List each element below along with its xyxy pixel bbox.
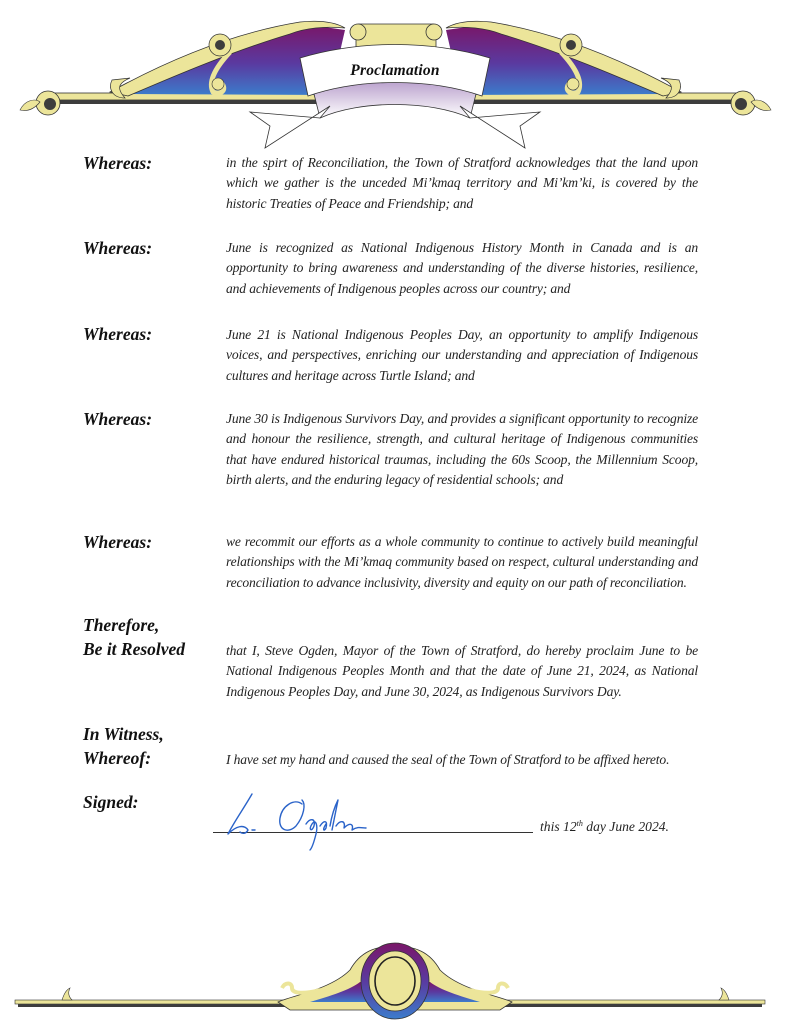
date-ordinal-suffix: th [576, 819, 583, 828]
clause-text: June is recognized as National Indigenous History Month in Canada and is an opportunity to bring awareness and understanding of the diverse histories, resilience, and achievements of Indigenous peoples across our country; and [226, 240, 698, 296]
resolution-text: that I, Steve Ogden, Mayor of the Town of Stratford, do hereby proclaim June to be National Indigenous Peoples Month and that the date of June 21, 2024, as National Indigenous Peoples Day, and June 30, 2024, as Indigenous Survivors Day. [226, 643, 698, 699]
clause-label: Whereas: [83, 409, 153, 429]
clause-text: June 30 is Indigenous Survivors Day, and provides a significant opportunity to recognize and honour the resilience, strength, and cultural heritage of Indigenous communities that have endured historical traumas, including the 60s Scoop, the Millennium Scoop, birth alerts, and the enduring legacy of residential schools; and [226, 411, 698, 487]
signed-label: Signed: [83, 792, 139, 812]
signed-date [540, 819, 669, 835]
footer-ornament [0, 930, 791, 1024]
resolution-label-line1: Therefore, [83, 615, 160, 635]
clause-label: Whereas: [83, 153, 153, 173]
witness-label-line1: In Witness, [83, 724, 164, 744]
clause-label: Whereas: [83, 324, 153, 344]
clause-text: in the spirt of Reconciliation, the Town of Stratford acknowledges that the land upon which we gather is the unceded Mi’kmaq territory and Mi’km’ki, is covered by the historic Treaties of Peace and Friendship; and [226, 155, 698, 211]
proclamation-title: Proclamation [350, 62, 440, 79]
witness-label-line2: Whereof: [83, 748, 152, 768]
clause-text: June 21 is National Indigenous Peoples Day, an opportunity to amplify Indigenous voices, and perspectives, enriching our understanding and appreciation of Indigenous cultures and heritage across Turtle Island; and [226, 327, 698, 383]
clause-label: Whereas: [83, 238, 153, 258]
signature-image [222, 790, 382, 852]
date-prefix: this 12 [540, 819, 577, 834]
date-rest: day June 2024. [582, 819, 669, 834]
clause-label: Whereas: [83, 532, 153, 552]
clause-text: we recommit our efforts as a whole community to continue to actively build meaningful relationships with the Mi’kmaq community based on respect, cultural understanding and reconciliation to advance inclusivity, diversity and equity on our path of reconciliation. [226, 534, 698, 590]
witness-text: I have set my hand and caused the seal of the Town of Stratford to be affixed hereto. [226, 752, 670, 767]
resolution-label-line2: Be it Resolved [83, 639, 186, 659]
